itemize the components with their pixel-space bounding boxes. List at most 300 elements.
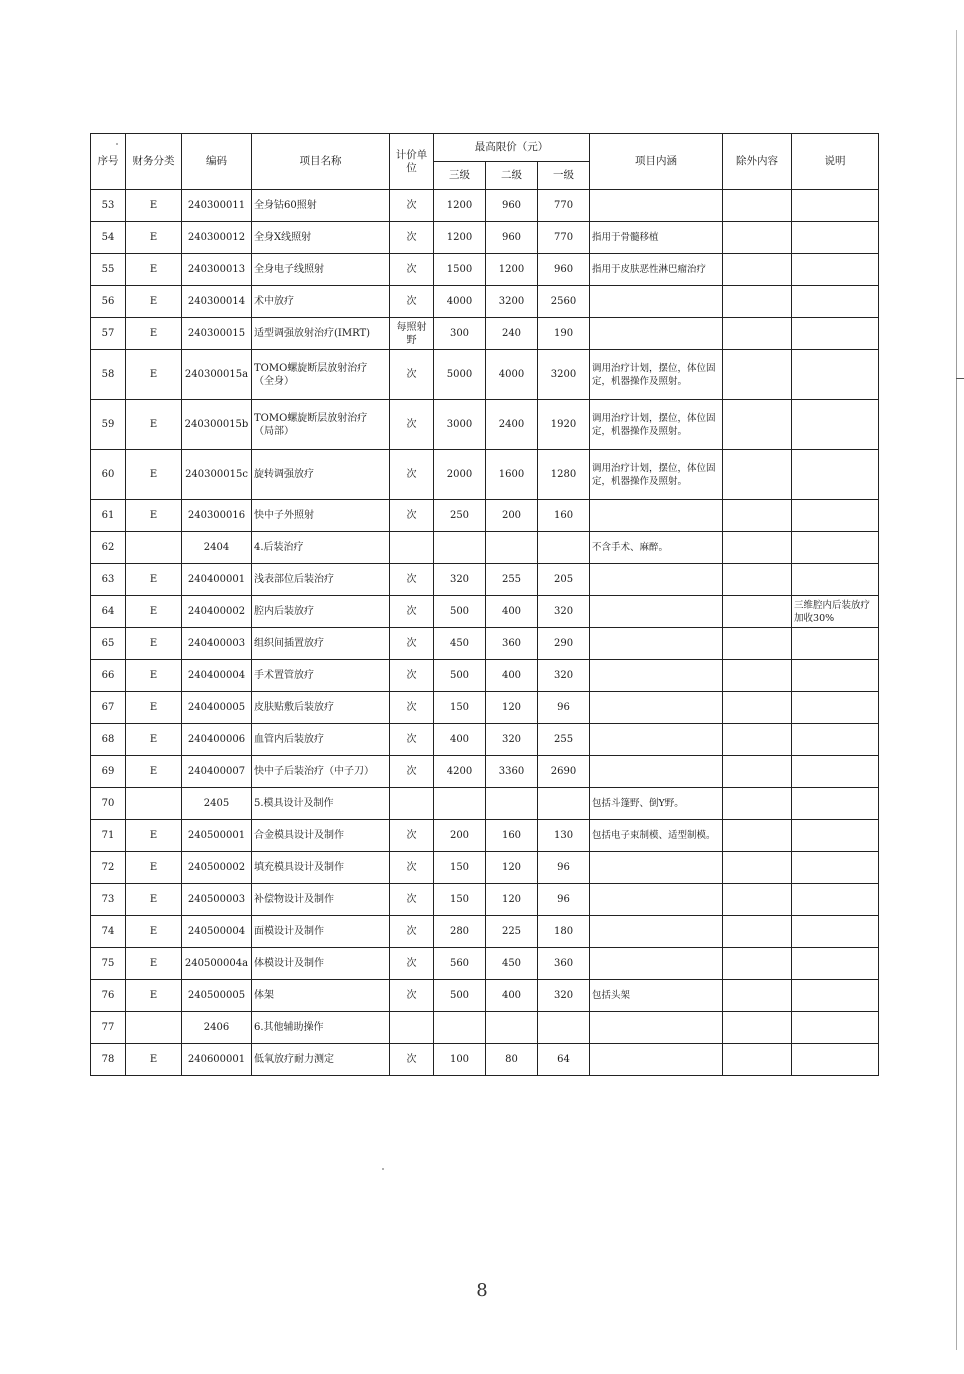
cell-excluded <box>723 916 792 948</box>
cell-unit: 次 <box>390 254 434 286</box>
table-row <box>91 596 879 628</box>
cell-code: 2404 <box>182 532 252 564</box>
cell-price-level3 <box>434 1012 486 1044</box>
cell-price-level2: 1200 <box>486 254 538 286</box>
cell-excluded <box>723 788 792 820</box>
cell-price-level3 <box>434 532 486 564</box>
header-name: 项目名称 <box>252 134 390 190</box>
cell-unit: 次 <box>390 628 434 660</box>
table-row <box>91 318 879 350</box>
cell-price-level2: 120 <box>486 852 538 884</box>
table-row <box>91 820 879 852</box>
cell-remark <box>792 190 879 222</box>
cell-fin-cat: E <box>126 400 182 450</box>
cell-excluded <box>723 350 792 400</box>
cell-price-level1: 190 <box>538 318 590 350</box>
header-level1: 一级 <box>538 162 590 190</box>
cell-price-level1: 1920 <box>538 400 590 450</box>
cell-price-level3: 450 <box>434 628 486 660</box>
cell-price-level2: 120 <box>486 884 538 916</box>
cell-excluded <box>723 692 792 724</box>
cell-price-level1: 290 <box>538 628 590 660</box>
cell-remark <box>792 628 879 660</box>
cell-code: 240500004 <box>182 916 252 948</box>
cell-fin-cat: E <box>126 628 182 660</box>
table-row <box>91 564 879 596</box>
cell-remark <box>792 788 879 820</box>
cell-price-level1: 96 <box>538 884 590 916</box>
cell-name: 体模设计及制作 <box>252 948 390 980</box>
header-row-1 <box>91 134 879 162</box>
cell-content <box>590 318 723 350</box>
cell-fin-cat: E <box>126 1044 182 1076</box>
cell-unit: 次 <box>390 400 434 450</box>
table-row <box>91 254 879 286</box>
cell-excluded <box>723 1012 792 1044</box>
cell-price-level2: 1600 <box>486 450 538 500</box>
cell-code: 240300015a <box>182 350 252 400</box>
cell-seq: 55 <box>91 254 126 286</box>
page-number: 8 <box>476 1280 488 1301</box>
cell-content <box>590 500 723 532</box>
cell-seq: 77 <box>91 1012 126 1044</box>
cell-excluded <box>723 1044 792 1076</box>
cell-excluded <box>723 724 792 756</box>
cell-code: 240500003 <box>182 884 252 916</box>
table-row <box>91 948 879 980</box>
header-fin-cat: 财务分类 <box>126 134 182 190</box>
cell-price-level1: 2560 <box>538 286 590 318</box>
cell-code: 240300015b <box>182 400 252 450</box>
cell-unit: 次 <box>390 222 434 254</box>
header-price-group: 最高限价（元） <box>434 134 590 162</box>
cell-price-level2: 225 <box>486 916 538 948</box>
cell-unit <box>390 788 434 820</box>
cell-code: 240400005 <box>182 692 252 724</box>
cell-seq: 53 <box>91 190 126 222</box>
cell-remark <box>792 980 879 1012</box>
cell-fin-cat <box>126 788 182 820</box>
cell-fin-cat: E <box>126 820 182 852</box>
header-excluded: 除外内容 <box>723 134 792 190</box>
cell-name: 适型调强放射治疗(IMRT) <box>252 318 390 350</box>
price-table <box>90 133 879 1076</box>
cell-name: TOMO螺旋断层放射治疗（全身） <box>252 350 390 400</box>
cell-fin-cat: E <box>126 222 182 254</box>
cell-fin-cat: E <box>126 254 182 286</box>
table-row <box>91 400 879 450</box>
cell-content: 包括头架 <box>590 980 723 1012</box>
cell-unit: 次 <box>390 980 434 1012</box>
table-row <box>91 660 879 692</box>
cell-content: 不含手术、麻醉。 <box>590 532 723 564</box>
cell-price-level1: 64 <box>538 1044 590 1076</box>
cell-remark <box>792 450 879 500</box>
table-body <box>91 190 879 1076</box>
cell-price-level1: 960 <box>538 254 590 286</box>
cell-price-level3: 200 <box>434 820 486 852</box>
table-row <box>91 1044 879 1076</box>
cell-price-level1: 2690 <box>538 756 590 788</box>
cell-excluded <box>723 564 792 596</box>
cell-seq: 72 <box>91 852 126 884</box>
cell-unit: 次 <box>390 948 434 980</box>
cell-fin-cat: E <box>126 724 182 756</box>
table-row <box>91 788 879 820</box>
cell-unit: 次 <box>390 660 434 692</box>
cell-price-level3: 500 <box>434 660 486 692</box>
header-content: 项目内涵 <box>590 134 723 190</box>
cell-unit: 次 <box>390 756 434 788</box>
cell-code: 240400002 <box>182 596 252 628</box>
cell-price-level1: 160 <box>538 500 590 532</box>
header-remark: 说明 <box>792 134 879 190</box>
cell-name: 4.后装治疗 <box>252 532 390 564</box>
cell-price-level3: 5000 <box>434 350 486 400</box>
cell-content <box>590 948 723 980</box>
cell-remark <box>792 724 879 756</box>
header-level2: 二级 <box>486 162 538 190</box>
cell-seq: 65 <box>91 628 126 660</box>
cell-excluded <box>723 286 792 318</box>
cell-content <box>590 190 723 222</box>
cell-code: 240300015c <box>182 450 252 500</box>
cell-price-level1: 96 <box>538 852 590 884</box>
cell-excluded <box>723 756 792 788</box>
cell-fin-cat <box>126 532 182 564</box>
cell-price-level1: 96 <box>538 692 590 724</box>
cell-price-level2: 3360 <box>486 756 538 788</box>
cell-content: 调用治疗计划，摆位，体位固定，机器操作及照射。 <box>590 400 723 450</box>
cell-content: 包括斗篷野、倒Y野。 <box>590 788 723 820</box>
cell-content: 指用于皮肤恶性淋巴瘤治疗 <box>590 254 723 286</box>
cell-remark <box>792 532 879 564</box>
cell-code: 240500005 <box>182 980 252 1012</box>
header-level3: 三级 <box>434 162 486 190</box>
cell-content: 调用治疗计划，摆位，体位固定，机器操作及照射。 <box>590 450 723 500</box>
cell-price-level1: 205 <box>538 564 590 596</box>
cell-price-level2: 80 <box>486 1044 538 1076</box>
cell-remark <box>792 852 879 884</box>
cell-price-level1: 320 <box>538 660 590 692</box>
cell-excluded <box>723 190 792 222</box>
cell-price-level1 <box>538 788 590 820</box>
cell-seq: 57 <box>91 318 126 350</box>
cell-excluded <box>723 318 792 350</box>
cell-content <box>590 884 723 916</box>
cell-excluded <box>723 948 792 980</box>
cell-name: 低氧放疗耐力测定 <box>252 1044 390 1076</box>
cell-remark <box>792 1044 879 1076</box>
cell-remark <box>792 884 879 916</box>
cell-seq: 62 <box>91 532 126 564</box>
cell-price-level3: 150 <box>434 692 486 724</box>
cell-unit: 次 <box>390 724 434 756</box>
cell-excluded <box>723 884 792 916</box>
cell-price-level3 <box>434 788 486 820</box>
cell-price-level3: 1500 <box>434 254 486 286</box>
cell-name: 术中放疗 <box>252 286 390 318</box>
cell-remark <box>792 564 879 596</box>
cell-price-level2 <box>486 1012 538 1044</box>
cell-fin-cat: E <box>126 500 182 532</box>
cell-excluded <box>723 980 792 1012</box>
cell-content <box>590 916 723 948</box>
cell-fin-cat: E <box>126 692 182 724</box>
cell-unit: 次 <box>390 1044 434 1076</box>
cell-price-level3: 280 <box>434 916 486 948</box>
table-row <box>91 724 879 756</box>
cell-unit: 次 <box>390 692 434 724</box>
cell-name: TOMO螺旋断层放射治疗（局部） <box>252 400 390 450</box>
cell-excluded <box>723 400 792 450</box>
cell-price-level2: 450 <box>486 948 538 980</box>
cell-unit: 次 <box>390 596 434 628</box>
cell-content <box>590 1012 723 1044</box>
table-row <box>91 692 879 724</box>
header-seq: 序号 <box>91 134 126 190</box>
cell-remark <box>792 916 879 948</box>
cell-fin-cat <box>126 1012 182 1044</box>
cell-unit: 次 <box>390 286 434 318</box>
cell-price-level3: 400 <box>434 724 486 756</box>
cell-price-level2 <box>486 532 538 564</box>
cell-fin-cat: E <box>126 756 182 788</box>
cell-seq: 78 <box>91 1044 126 1076</box>
cell-remark <box>792 660 879 692</box>
cell-fin-cat: E <box>126 852 182 884</box>
cell-price-level2: 255 <box>486 564 538 596</box>
cell-price-level1: 320 <box>538 980 590 1012</box>
table-row <box>91 222 879 254</box>
cell-price-level3: 320 <box>434 564 486 596</box>
cell-excluded <box>723 852 792 884</box>
cell-unit: 次 <box>390 500 434 532</box>
cell-code: 240500004a <box>182 948 252 980</box>
cell-name: 填充模具设计及制作 <box>252 852 390 884</box>
cell-remark <box>792 400 879 450</box>
cell-seq: 73 <box>91 884 126 916</box>
cell-price-level3: 4200 <box>434 756 486 788</box>
table-row <box>91 350 879 400</box>
cell-fin-cat: E <box>126 350 182 400</box>
cell-fin-cat: E <box>126 450 182 500</box>
cell-seq: 69 <box>91 756 126 788</box>
cell-remark <box>792 318 879 350</box>
cell-seq: 63 <box>91 564 126 596</box>
cell-price-level2: 360 <box>486 628 538 660</box>
cell-seq: 68 <box>91 724 126 756</box>
cell-seq: 58 <box>91 350 126 400</box>
cell-price-level2: 120 <box>486 692 538 724</box>
scan-edge-tick <box>956 378 964 379</box>
cell-code: 240300016 <box>182 500 252 532</box>
table-row <box>91 532 879 564</box>
cell-excluded <box>723 254 792 286</box>
cell-code: 240400007 <box>182 756 252 788</box>
cell-unit: 次 <box>390 190 434 222</box>
table-row <box>91 1012 879 1044</box>
cell-price-level2: 160 <box>486 820 538 852</box>
cell-remark <box>792 820 879 852</box>
cell-seq: 75 <box>91 948 126 980</box>
cell-price-level3: 500 <box>434 980 486 1012</box>
cell-unit: 次 <box>390 884 434 916</box>
cell-unit: 次 <box>390 564 434 596</box>
cell-fin-cat: E <box>126 286 182 318</box>
cell-excluded <box>723 500 792 532</box>
cell-name: 组织间插置放疗 <box>252 628 390 660</box>
cell-price-level1: 130 <box>538 820 590 852</box>
cell-price-level1: 3200 <box>538 350 590 400</box>
cell-seq: 61 <box>91 500 126 532</box>
table-row <box>91 286 879 318</box>
cell-content <box>590 286 723 318</box>
cell-code: 240300014 <box>182 286 252 318</box>
cell-price-level3: 100 <box>434 1044 486 1076</box>
cell-name: 6.其他辅助操作 <box>252 1012 390 1044</box>
cell-seq: 70 <box>91 788 126 820</box>
cell-price-level3: 150 <box>434 852 486 884</box>
cell-content <box>590 564 723 596</box>
cell-price-level2: 400 <box>486 660 538 692</box>
cell-content: 调用治疗计划，摆位，体位固定，机器操作及照射。 <box>590 350 723 400</box>
table-row <box>91 980 879 1012</box>
table-row <box>91 884 879 916</box>
cell-price-level1: 1280 <box>538 450 590 500</box>
cell-code: 240300011 <box>182 190 252 222</box>
table-row <box>91 628 879 660</box>
cell-remark <box>792 1012 879 1044</box>
cell-name: 全身X线照射 <box>252 222 390 254</box>
cell-seq: 76 <box>91 980 126 1012</box>
cell-code: 2406 <box>182 1012 252 1044</box>
cell-unit: 次 <box>390 916 434 948</box>
cell-name: 体架 <box>252 980 390 1012</box>
cell-price-level2: 4000 <box>486 350 538 400</box>
cell-price-level3: 1200 <box>434 222 486 254</box>
cell-name: 皮肤贴敷后装放疗 <box>252 692 390 724</box>
cell-content <box>590 596 723 628</box>
cell-excluded <box>723 450 792 500</box>
table-row <box>91 450 879 500</box>
cell-name: 快中子外照射 <box>252 500 390 532</box>
cell-content <box>590 660 723 692</box>
scan-edge-line <box>956 30 957 1350</box>
cell-seq: 74 <box>91 916 126 948</box>
cell-seq: 66 <box>91 660 126 692</box>
cell-code: 240300012 <box>182 222 252 254</box>
cell-name: 腔内后装放疗 <box>252 596 390 628</box>
cell-code: 240400003 <box>182 628 252 660</box>
cell-price-level3: 560 <box>434 948 486 980</box>
cell-content: 包括电子束制模、适型制模。 <box>590 820 723 852</box>
cell-name: 5.模具设计及制作 <box>252 788 390 820</box>
table-row <box>91 916 879 948</box>
cell-price-level2: 3200 <box>486 286 538 318</box>
cell-price-level2: 240 <box>486 318 538 350</box>
cell-price-level1: 360 <box>538 948 590 980</box>
cell-seq: 60 <box>91 450 126 500</box>
cell-content <box>590 692 723 724</box>
cell-code: 240500002 <box>182 852 252 884</box>
cell-unit: 次 <box>390 852 434 884</box>
cell-excluded <box>723 628 792 660</box>
cell-price-level2: 960 <box>486 222 538 254</box>
cell-remark <box>792 222 879 254</box>
cell-code: 240600001 <box>182 1044 252 1076</box>
cell-price-level3: 500 <box>434 596 486 628</box>
cell-content <box>590 852 723 884</box>
cell-fin-cat: E <box>126 660 182 692</box>
cell-price-level3: 2000 <box>434 450 486 500</box>
cell-seq: 71 <box>91 820 126 852</box>
cell-remark <box>792 286 879 318</box>
cell-price-level2: 960 <box>486 190 538 222</box>
cell-code: 240400006 <box>182 724 252 756</box>
cell-code: 240500001 <box>182 820 252 852</box>
header-unit: 计价单位 <box>390 134 434 190</box>
cell-price-level1 <box>538 1012 590 1044</box>
cell-unit: 每照射野 <box>390 318 434 350</box>
cell-price-level2: 200 <box>486 500 538 532</box>
cell-unit <box>390 532 434 564</box>
cell-content: 指用于骨髓移植 <box>590 222 723 254</box>
table-row <box>91 190 879 222</box>
cell-code: 240300015 <box>182 318 252 350</box>
table-row <box>91 852 879 884</box>
cell-remark <box>792 756 879 788</box>
cell-name: 快中子后装治疗（中子刀） <box>252 756 390 788</box>
cell-code: 240300013 <box>182 254 252 286</box>
cell-fin-cat: E <box>126 564 182 596</box>
cell-price-level3: 150 <box>434 884 486 916</box>
cell-excluded <box>723 660 792 692</box>
cell-code: 2405 <box>182 788 252 820</box>
cell-price-level2: 400 <box>486 980 538 1012</box>
cell-price-level3: 1200 <box>434 190 486 222</box>
cell-price-level3: 250 <box>434 500 486 532</box>
cell-price-level1: 255 <box>538 724 590 756</box>
cell-remark <box>792 692 879 724</box>
cell-name: 血管内后装放疗 <box>252 724 390 756</box>
cell-unit: 次 <box>390 350 434 400</box>
cell-content <box>590 756 723 788</box>
cell-name: 面模设计及制作 <box>252 916 390 948</box>
cell-remark <box>792 254 879 286</box>
cell-price-level1: 770 <box>538 190 590 222</box>
cell-name: 全身电子线照射 <box>252 254 390 286</box>
cell-price-level2 <box>486 788 538 820</box>
header-code: 编码 <box>182 134 252 190</box>
cell-price-level2: 400 <box>486 596 538 628</box>
cell-remark <box>792 500 879 532</box>
cell-excluded <box>723 222 792 254</box>
cell-price-level3: 4000 <box>434 286 486 318</box>
cell-price-level1: 180 <box>538 916 590 948</box>
cell-unit <box>390 1012 434 1044</box>
cell-price-level1 <box>538 532 590 564</box>
cell-price-level2: 320 <box>486 724 538 756</box>
table-row <box>91 756 879 788</box>
cell-content <box>590 628 723 660</box>
cell-excluded <box>723 820 792 852</box>
cell-seq: 59 <box>91 400 126 450</box>
cell-remark: 三维腔内后装放疗加收30% <box>792 596 879 628</box>
cell-name: 浅表部位后装治疗 <box>252 564 390 596</box>
cell-fin-cat: E <box>126 596 182 628</box>
cell-fin-cat: E <box>126 916 182 948</box>
